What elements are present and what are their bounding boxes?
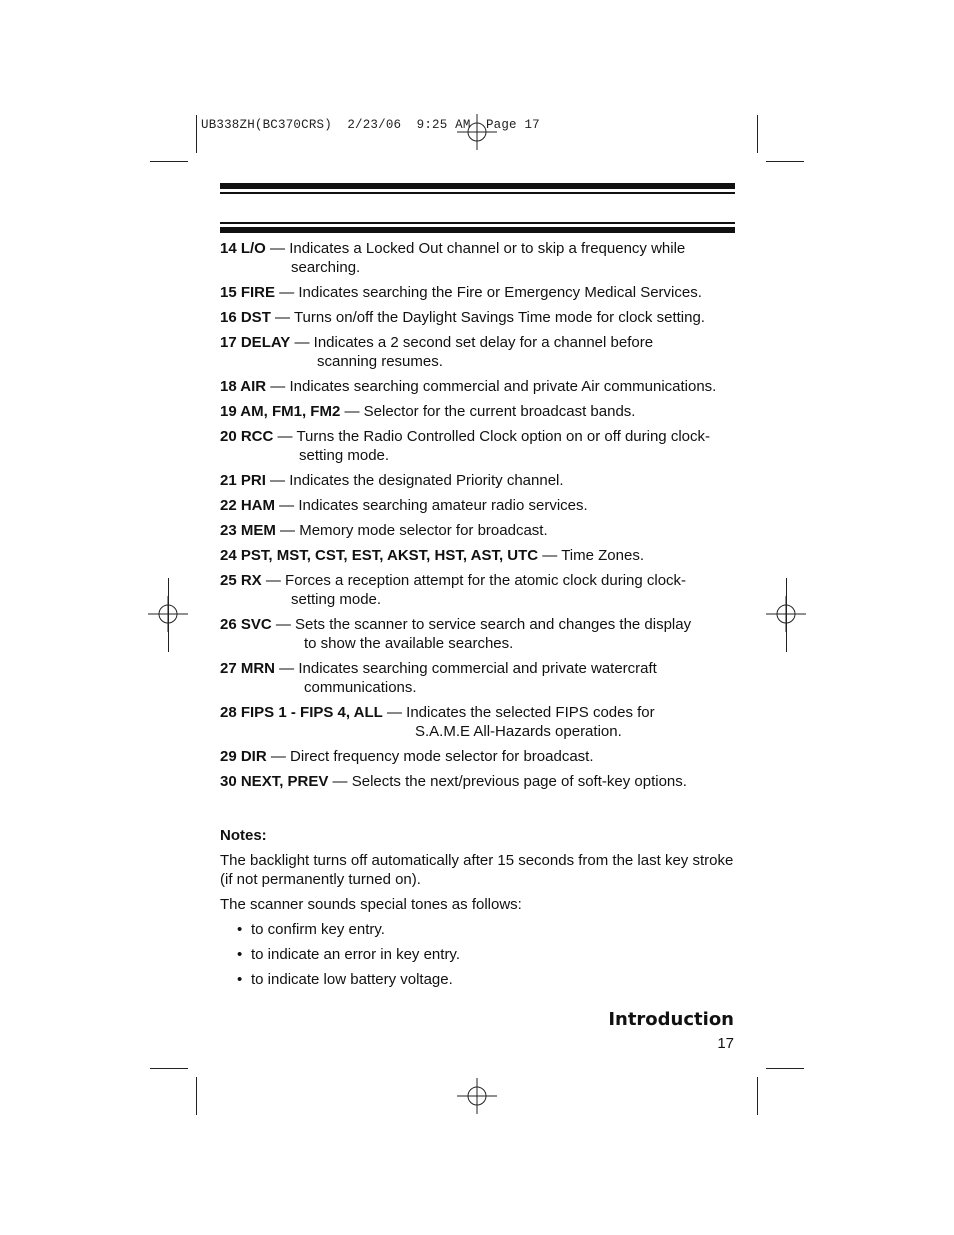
list-item	[220, 546, 740, 565]
entry-continuation: communications.	[304, 679, 417, 696]
crop-mark	[766, 1068, 804, 1069]
list-item	[220, 239, 740, 277]
top-rule	[220, 183, 735, 195]
crop-mark	[757, 115, 758, 153]
crop-mark	[196, 1077, 197, 1115]
list-item	[220, 521, 740, 540]
entry-continuation: to show the available searches.	[304, 635, 514, 652]
entry-continuation: searching.	[291, 259, 361, 276]
entry-description: Indicates the designated Priority channel.	[289, 472, 564, 489]
entry-continuation: setting mode.	[291, 591, 382, 608]
crop-mark	[766, 161, 804, 162]
indicator-list	[220, 239, 740, 797]
entry-description: Indicates a Locked Out channel or to skip a frequency while	[289, 240, 686, 257]
crop-mark	[150, 161, 188, 162]
entry-label: 24 PST, MST, CST, EST, AKST, HST, AST, UTC	[220, 547, 539, 564]
entry-description: Memory mode selector for broadcast.	[299, 522, 548, 539]
entry-separator: —	[270, 309, 294, 326]
entry-label: 26 SVC	[220, 616, 272, 633]
list-item	[220, 659, 740, 697]
entry-separator: —	[275, 522, 300, 539]
entry-description: Indicates searching commercial and private Air communications.	[289, 378, 717, 395]
list-item	[220, 333, 740, 371]
entry-separator: —	[261, 572, 286, 589]
entry-description: Indicates searching the Fire or Emergency Medical Services.	[298, 284, 702, 301]
page-number: 17	[717, 1035, 734, 1052]
list-item	[220, 402, 740, 421]
list-item	[237, 920, 740, 939]
entry-label: 29 DIR	[220, 748, 267, 765]
crop-mark	[168, 578, 169, 652]
entry-description: Forces a reception attempt for the atomic clock during clock-	[285, 572, 687, 589]
entry-separator: —	[328, 773, 352, 790]
entry-separator: —	[275, 660, 299, 677]
registration-mark-icon	[457, 1076, 497, 1116]
entry-label: 25 RX	[220, 572, 262, 589]
entry-label: 18 AIR	[220, 378, 267, 395]
list-item	[220, 377, 740, 396]
list-item	[220, 427, 740, 465]
entry-separator: —	[265, 472, 290, 489]
entry-label: 17 DELAY	[220, 334, 291, 351]
entry-description: Indicates searching amateur radio services.	[298, 497, 588, 514]
entry-description: Indicates searching commercial and private watercraft	[298, 660, 657, 677]
entry-label: 20 RCC	[220, 428, 274, 445]
list-item-text: to indicate low battery voltage.	[251, 971, 453, 988]
list-item	[220, 747, 740, 766]
tone-list	[220, 920, 740, 989]
bullet-icon: •	[237, 971, 243, 988]
list-item-text: to indicate an error in key entry.	[251, 946, 460, 963]
list-item	[220, 283, 740, 302]
crop-mark	[150, 1068, 188, 1069]
list-item	[220, 496, 740, 515]
list-item	[220, 703, 740, 741]
entry-label: 14 L/O	[220, 240, 266, 257]
list-item	[237, 945, 740, 964]
entry-description: Indicates a 2 second set delay for a channel before	[313, 334, 654, 351]
entry-description: Selects the next/previous page of soft-key options.	[351, 773, 687, 790]
list-item	[220, 571, 740, 609]
entry-label: 15 FIRE	[220, 284, 276, 301]
entry-description: Selector for the current broadcast bands.	[363, 403, 636, 420]
print-header: UB338ZH(BC370CRS) 2/23/06 9:25 AM Page 17	[201, 118, 540, 132]
section-title: Introduction	[608, 1009, 734, 1030]
entry-label: 19 AM, FM1, FM2	[220, 403, 341, 420]
entry-separator: —	[275, 284, 299, 301]
entry-separator: —	[271, 616, 296, 633]
entry-label: 30 NEXT, PREV	[220, 773, 329, 790]
list-item	[237, 970, 740, 989]
registration-mark-icon	[457, 112, 497, 152]
entry-label: 28 FIPS 1 - FIPS 4, ALL	[220, 704, 383, 721]
entry-description: Indicates the selected FIPS codes for	[406, 704, 655, 721]
notes-section	[220, 826, 740, 995]
entry-description: Time Zones.	[561, 547, 645, 564]
entry-description: Sets the scanner to service search and changes the display	[295, 616, 692, 633]
entry-label: 16 DST	[220, 309, 271, 326]
list-item-text: to confirm key entry.	[251, 921, 385, 938]
entry-separator: —	[266, 378, 290, 395]
entry-separator: —	[273, 428, 297, 445]
entry-separator: —	[275, 497, 299, 514]
crop-mark	[786, 578, 787, 652]
entry-separator: —	[266, 748, 291, 765]
entry-continuation: setting mode.	[299, 447, 390, 464]
entry-label: 23 MEM	[220, 522, 276, 539]
list-item	[220, 471, 740, 490]
entry-separator: —	[382, 704, 407, 721]
entry-description: Turns on/off the Daylight Savings Time mode for clock setting.	[293, 309, 705, 326]
entry-label: 21 PRI	[220, 472, 266, 489]
entry-continuation: S.A.M.E All-Hazards operation.	[415, 723, 622, 740]
notes-paragraph: The backlight turns off automatically after 15 seconds from the last key stroke (if not permanently turned on).	[220, 852, 734, 888]
notes-title: Notes:	[220, 827, 267, 844]
entry-continuation: scanning resumes.	[317, 353, 443, 370]
entry-separator: —	[538, 547, 562, 564]
section-rule	[220, 222, 735, 234]
entry-description: Turns the Radio Controlled Clock option on or off during clock-	[296, 428, 710, 445]
list-item	[220, 615, 740, 653]
entry-description: Direct frequency mode selector for broadcast.	[290, 748, 594, 765]
list-item	[220, 308, 740, 327]
notes-paragraph: The scanner sounds special tones as follows:	[220, 896, 522, 913]
crop-mark	[757, 1077, 758, 1115]
entry-label: 22 HAM	[220, 497, 276, 514]
list-item	[220, 772, 740, 791]
bullet-icon: •	[237, 921, 243, 938]
bullet-icon: •	[237, 946, 243, 963]
entry-separator: —	[265, 240, 290, 257]
entry-separator: —	[340, 403, 364, 420]
crop-mark	[196, 115, 197, 153]
entry-label: 27 MRN	[220, 660, 276, 677]
entry-separator: —	[290, 334, 314, 351]
